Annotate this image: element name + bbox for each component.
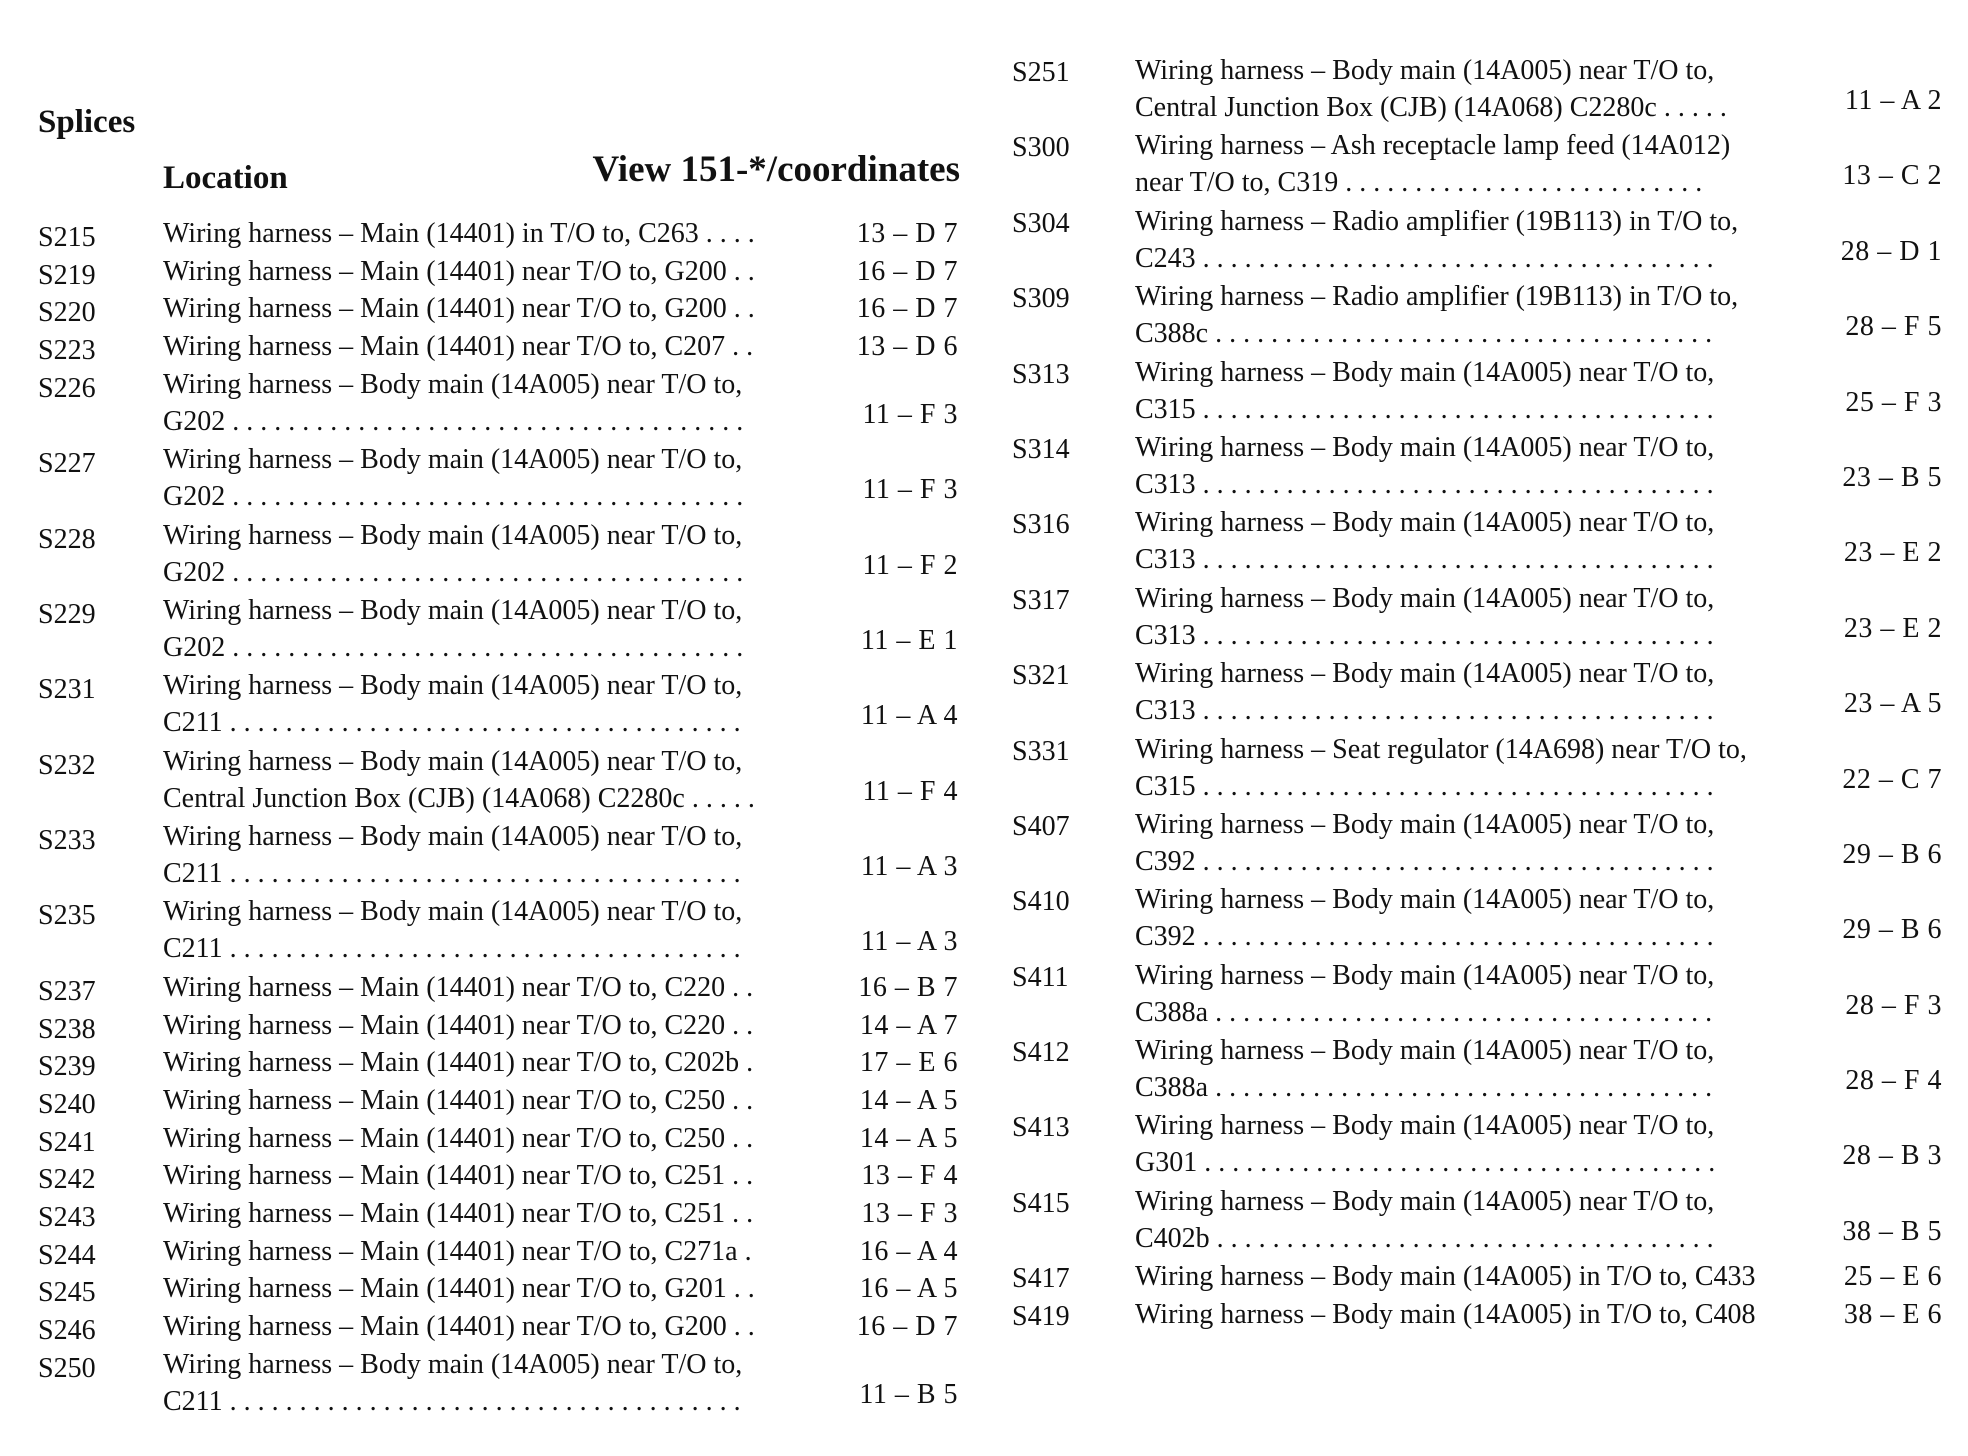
splice-id: S244	[38, 1239, 96, 1271]
splice-entry	[38, 369, 958, 444]
splice-location: Wiring harness – Body main (14A005) near T/O to,	[1135, 431, 1715, 463]
splice-entry	[38, 1198, 958, 1236]
splice-location: Wiring harness – Body main (14A005) near T/O to,	[163, 896, 743, 928]
splice-coordinates: 17 – E 6	[859, 1047, 958, 1079]
splice-id: S419	[1012, 1300, 1070, 1332]
splice-entry	[38, 218, 958, 256]
splice-location-continued: near T/O to, C319 . . . . . . . . . . . . . . . . . . . . . . . . . .	[1135, 167, 1703, 199]
splice-location: Wiring harness – Radio amplifier (19B113) in T/O to,	[1135, 281, 1739, 313]
splice-location: Wiring harness – Main (14401) in T/O to, C263 . . . .	[163, 218, 755, 249]
splice-location-continued: C211 . . . . . . . . . . . . . . . . . . . . . . . . . . . . . . . . . . . . .	[163, 707, 741, 739]
splice-location: Wiring harness – Main (14401) near T/O to, C220 . .	[163, 1009, 754, 1041]
splice-location-continued: C313 . . . . . . . . . . . . . . . . . . . . . . . . . . . . . . . . . . . . .	[1135, 544, 1714, 576]
splice-coordinates: 14 – A 5	[859, 1084, 958, 1116]
splice-id: S228	[38, 523, 96, 555]
splice-coordinates: 38 – E 6	[1843, 1298, 1942, 1330]
splice-coordinates: 16 – D 7	[856, 1311, 958, 1343]
splice-location: Wiring harness – Ash receptacle lamp feed (14A012)	[1135, 130, 1731, 162]
splice-id: S238	[38, 1013, 96, 1045]
splice-coordinates: 23 – E 2	[1843, 537, 1942, 569]
splice-id: S226	[38, 372, 96, 404]
splice-location-continued: G202 . . . . . . . . . . . . . . . . . . . . . . . . . . . . . . . . . . . . .	[163, 631, 744, 663]
splice-location: Wiring harness – Body main (14A005) near T/O to,	[1135, 959, 1715, 991]
splice-entry	[38, 746, 958, 821]
splice-location: Wiring harness – Radio amplifier (19B113) in T/O to,	[1135, 205, 1739, 237]
splice-location: Wiring harness – Body main (14A005) near T/O to,	[1135, 808, 1715, 840]
splice-location-continued: G202 . . . . . . . . . . . . . . . . . . . . . . . . . . . . . . . . . . . . .	[163, 405, 744, 437]
splice-entry	[1012, 1261, 1942, 1299]
splice-location: Wiring harness – Body main (14A005) near T/O to,	[1135, 1110, 1715, 1142]
splice-id: S231	[38, 674, 96, 706]
splice-entry	[1012, 809, 1942, 884]
splice-entry	[38, 1085, 958, 1123]
splice-id: S220	[38, 297, 96, 329]
splice-location: Wiring harness – Main (14401) near T/O to, C251 . .	[163, 1160, 754, 1192]
splice-entry	[1012, 507, 1942, 582]
splice-id: S241	[38, 1126, 96, 1158]
splice-coordinates: 11 – A 3	[860, 926, 958, 958]
splice-coordinates: 14 – A 7	[859, 1009, 958, 1041]
splice-entry	[38, 1311, 958, 1349]
splice-location: Wiring harness – Main (14401) near T/O to, G201 . .	[163, 1273, 755, 1305]
splice-id: S304	[1012, 207, 1070, 239]
splice-coordinates: 28 – F 3	[1845, 989, 1942, 1021]
splice-coordinates: 23 – B 5	[1842, 461, 1942, 493]
splice-id: S316	[1012, 509, 1070, 541]
splice-id: S219	[38, 259, 96, 291]
splice-location: Wiring harness – Body main (14A005) near T/O to,	[163, 444, 743, 476]
splice-coordinates: 29 – B 6	[1842, 838, 1942, 870]
splice-location: Wiring harness – Body main (14A005) near T/O to,	[1135, 1185, 1715, 1217]
splice-coordinates: 22 – C 7	[1842, 763, 1942, 795]
left-entry-list	[38, 218, 958, 1424]
splice-location-continued: C388c . . . . . . . . . . . . . . . . . . . . . . . . . . . . . . . . . . . .	[1135, 318, 1713, 350]
splice-coordinates: 11 – F 3	[862, 474, 958, 506]
splice-entry	[38, 1273, 958, 1311]
splice-coordinates: 13 – F 4	[861, 1160, 958, 1192]
splice-location-continued: G301 . . . . . . . . . . . . . . . . . . . . . . . . . . . . . . . . . . . . .	[1135, 1147, 1716, 1179]
splice-location: Wiring harness – Body main (14A005) in T/O to, C408	[1135, 1298, 1756, 1330]
splice-location-continued: G202 . . . . . . . . . . . . . . . . . . . . . . . . . . . . . . . . . . . . .	[163, 556, 744, 588]
splice-location: Wiring harness – Main (14401) near T/O to, C202b .	[163, 1047, 754, 1079]
splice-coordinates: 28 – D 1	[1840, 235, 1942, 267]
splice-id: S415	[1012, 1187, 1070, 1219]
splice-coordinates: 16 – A 5	[859, 1273, 958, 1305]
splice-id: S246	[38, 1315, 96, 1347]
page-title: Splices	[38, 104, 136, 140]
splice-coordinates: 13 – C 2	[1842, 160, 1942, 192]
splice-coordinates: 28 – F 4	[1845, 1065, 1942, 1097]
splice-entry	[38, 1010, 958, 1048]
splice-id: S242	[38, 1164, 96, 1196]
splice-id: S413	[1012, 1112, 1070, 1144]
splice-entry	[1012, 130, 1942, 205]
splice-location: Wiring harness – Body main (14A005) near T/O to,	[1135, 884, 1715, 916]
splice-location-continued: C313 . . . . . . . . . . . . . . . . . . . . . . . . . . . . . . . . . . . . .	[1135, 695, 1714, 727]
splice-coordinates: 16 – B 7	[858, 971, 958, 1003]
splice-location: Wiring harness – Body main (14A005) near T/O to,	[163, 745, 743, 777]
splice-location: Wiring harness – Body main (14A005) near T/O to,	[1135, 55, 1715, 86]
splice-coordinates: 11 – E 1	[860, 624, 958, 656]
splice-id: S331	[1012, 735, 1070, 767]
splice-entry	[38, 595, 958, 670]
splice-location-continued: C402b . . . . . . . . . . . . . . . . . . . . . . . . . . . . . . . . . . . .	[1135, 1222, 1714, 1254]
splice-id: S250	[38, 1352, 96, 1384]
splice-entry	[38, 972, 958, 1010]
splice-id: S239	[38, 1051, 96, 1083]
splice-id: S410	[1012, 886, 1070, 918]
splice-entry	[1012, 1186, 1942, 1261]
splice-entry	[38, 293, 958, 331]
splice-id: S232	[38, 749, 96, 781]
right-entry-list	[1012, 55, 1942, 1337]
location-header: Location	[163, 160, 288, 196]
splice-id: S309	[1012, 283, 1070, 315]
splice-location-continued: C315 . . . . . . . . . . . . . . . . . . . . . . . . . . . . . . . . . . . . .	[1135, 770, 1714, 802]
splice-entry	[1012, 55, 1942, 130]
splice-entry	[38, 1349, 958, 1424]
splice-location: Wiring harness – Body main (14A005) near T/O to,	[1135, 356, 1715, 388]
splice-entry	[1012, 960, 1942, 1035]
splice-entry	[38, 256, 958, 294]
splice-entry	[1012, 1110, 1942, 1185]
splice-entry	[1012, 281, 1942, 356]
splice-id: S411	[1012, 961, 1069, 993]
splice-id: S243	[38, 1202, 96, 1233]
splice-location-continued: C211 . . . . . . . . . . . . . . . . . . . . . . . . . . . . . . . . . . . . .	[163, 933, 741, 965]
splice-location-continued: C392 . . . . . . . . . . . . . . . . . . . . . . . . . . . . . . . . . . . . .	[1135, 845, 1714, 877]
splice-entry	[1012, 1035, 1942, 1110]
splice-location: Wiring harness – Main (14401) near T/O to, C271a .	[163, 1235, 752, 1267]
splice-location-continued: C388a . . . . . . . . . . . . . . . . . . . . . . . . . . . . . . . . . . . .	[1135, 996, 1713, 1028]
splice-entry	[38, 1047, 958, 1085]
splice-location: Wiring harness – Body main (14A005) near T/O to,	[1135, 582, 1715, 614]
splice-entry	[1012, 432, 1942, 507]
splice-location: Wiring harness – Body main (14A005) near T/O to,	[163, 1348, 743, 1380]
splice-id: S321	[1012, 660, 1070, 692]
splice-coordinates: 11 – A 4	[860, 700, 958, 732]
splice-id: S313	[1012, 358, 1070, 390]
splice-location: Wiring harness – Body main (14A005) near T/O to,	[1135, 1035, 1715, 1067]
splice-coordinates: 13 – D 6	[856, 331, 958, 363]
splice-location: Wiring harness – Main (14401) near T/O to, C220 . .	[163, 971, 754, 1003]
splice-location: Wiring harness – Body main (14A005) near T/O to,	[163, 368, 743, 400]
splice-id: S227	[38, 448, 96, 480]
splice-location: Wiring harness – Main (14401) near T/O to, C251 . .	[163, 1198, 754, 1229]
splice-entry	[1012, 884, 1942, 959]
splice-coordinates: 13 – D 7	[856, 218, 958, 249]
splice-entry	[1012, 1299, 1942, 1337]
splice-location-continued: C388a . . . . . . . . . . . . . . . . . . . . . . . . . . . . . . . . . . . .	[1135, 1072, 1713, 1104]
splice-entry	[1012, 206, 1942, 281]
splice-coordinates: 11 – F 3	[862, 398, 958, 430]
splice-location-continued: C313 . . . . . . . . . . . . . . . . . . . . . . . . . . . . . . . . . . . . .	[1135, 619, 1714, 651]
splice-entry	[38, 444, 958, 519]
splice-id: S240	[38, 1088, 96, 1120]
splice-location-continued: C211 . . . . . . . . . . . . . . . . . . . . . . . . . . . . . . . . . . . . .	[163, 858, 741, 890]
splice-id: S233	[38, 825, 96, 857]
splice-id: S229	[38, 598, 96, 630]
splice-coordinates: 14 – A 5	[859, 1122, 958, 1154]
splice-coordinates: 25 – F 3	[1845, 386, 1942, 418]
splice-id: S317	[1012, 584, 1070, 616]
splice-location: Wiring harness – Main (14401) near T/O to, G200 . .	[163, 1311, 755, 1343]
splice-coordinates: 11 – B 5	[859, 1378, 958, 1410]
splice-coordinates: 13 – F 3	[861, 1198, 958, 1229]
splice-coordinates: 25 – E 6	[1843, 1261, 1942, 1293]
splice-location-continued: C243 . . . . . . . . . . . . . . . . . . . . . . . . . . . . . . . . . . . . .	[1135, 242, 1714, 274]
splice-coordinates: 16 – D 7	[856, 255, 958, 287]
splice-id: S237	[38, 975, 96, 1007]
splice-location: Wiring harness – Body main (14A005) in T/O to, C433	[1135, 1261, 1756, 1293]
splice-coordinates: 23 – A 5	[1843, 688, 1942, 720]
splice-entry	[38, 331, 958, 369]
splice-location-continued: Central Junction Box (CJB) (14A068) C2280c . . . . .	[163, 782, 755, 814]
splice-coordinates: 11 – A 2	[1844, 85, 1942, 116]
splice-id: S235	[38, 900, 96, 932]
splice-location-continued: G202 . . . . . . . . . . . . . . . . . . . . . . . . . . . . . . . . . . . . .	[163, 481, 744, 513]
splice-coordinates: 11 – F 2	[862, 549, 958, 581]
splice-location: Wiring harness – Main (14401) near T/O to, C250 . .	[163, 1084, 754, 1116]
splice-location: Wiring harness – Main (14401) near T/O to, G200 . .	[163, 293, 755, 325]
splice-coordinates: 16 – A 4	[859, 1235, 958, 1267]
splice-id: S300	[1012, 132, 1070, 164]
splice-id: S417	[1012, 1263, 1070, 1295]
splice-entry	[38, 896, 958, 971]
splice-id: S215	[38, 222, 96, 253]
splice-entry	[38, 1160, 958, 1198]
splice-location-continued: C392 . . . . . . . . . . . . . . . . . . . . . . . . . . . . . . . . . . . . .	[1135, 921, 1714, 953]
splice-id: S245	[38, 1277, 96, 1309]
splice-id: S223	[38, 335, 96, 367]
splice-coordinates: 38 – B 5	[1842, 1215, 1942, 1247]
splice-location: Wiring harness – Main (14401) near T/O to, G200 . .	[163, 255, 755, 287]
splice-location: Wiring harness – Main (14401) near T/O to, C207 . .	[163, 331, 754, 363]
splice-location-continued: C313 . . . . . . . . . . . . . . . . . . . . . . . . . . . . . . . . . . . . .	[1135, 468, 1714, 500]
splice-entry	[1012, 734, 1942, 809]
splice-location: Wiring harness – Body main (14A005) near T/O to,	[163, 519, 743, 551]
splice-location: Wiring harness – Body main (14A005) near T/O to,	[163, 594, 743, 626]
splice-location: Wiring harness – Main (14401) near T/O to, C250 . .	[163, 1122, 754, 1154]
splice-entry	[38, 520, 958, 595]
splice-location-continued: Central Junction Box (CJB) (14A068) C2280c . . . . .	[1135, 92, 1727, 123]
splice-id: S412	[1012, 1037, 1070, 1069]
splice-id: S314	[1012, 433, 1070, 465]
splice-coordinates: 28 – B 3	[1842, 1140, 1942, 1172]
splice-entry	[38, 1236, 958, 1274]
splice-entry	[1012, 357, 1942, 432]
splice-coordinates: 11 – F 4	[862, 775, 958, 807]
splice-location: Wiring harness – Body main (14A005) near T/O to,	[1135, 658, 1715, 690]
splice-location: Wiring harness – Body main (14A005) near T/O to,	[163, 821, 743, 853]
splice-coordinates: 28 – F 5	[1845, 311, 1942, 343]
splice-coordinates: 29 – B 6	[1842, 914, 1942, 946]
splice-location: Wiring harness – Body main (14A005) near T/O to,	[163, 670, 743, 702]
view-coordinates-header: View 151-*/coordinates	[592, 149, 960, 190]
splice-id: S251	[1012, 57, 1070, 88]
splice-location-continued: C315 . . . . . . . . . . . . . . . . . . . . . . . . . . . . . . . . . . . . .	[1135, 393, 1714, 425]
splice-entry	[38, 821, 958, 896]
splice-entry	[38, 1123, 958, 1161]
splice-coordinates: 16 – D 7	[856, 293, 958, 325]
splice-entry	[1012, 583, 1942, 658]
splice-coordinates: 11 – A 3	[860, 851, 958, 883]
splice-entry	[38, 670, 958, 745]
splice-coordinates: 23 – E 2	[1843, 612, 1942, 644]
splice-location: Wiring harness – Body main (14A005) near T/O to,	[1135, 507, 1715, 539]
splice-entry	[1012, 658, 1942, 733]
splice-location: Wiring harness – Seat regulator (14A698) near T/O to,	[1135, 733, 1747, 765]
splice-id: S407	[1012, 810, 1070, 842]
splice-location-continued: C211 . . . . . . . . . . . . . . . . . . . . . . . . . . . . . . . . . . . . .	[163, 1385, 741, 1417]
